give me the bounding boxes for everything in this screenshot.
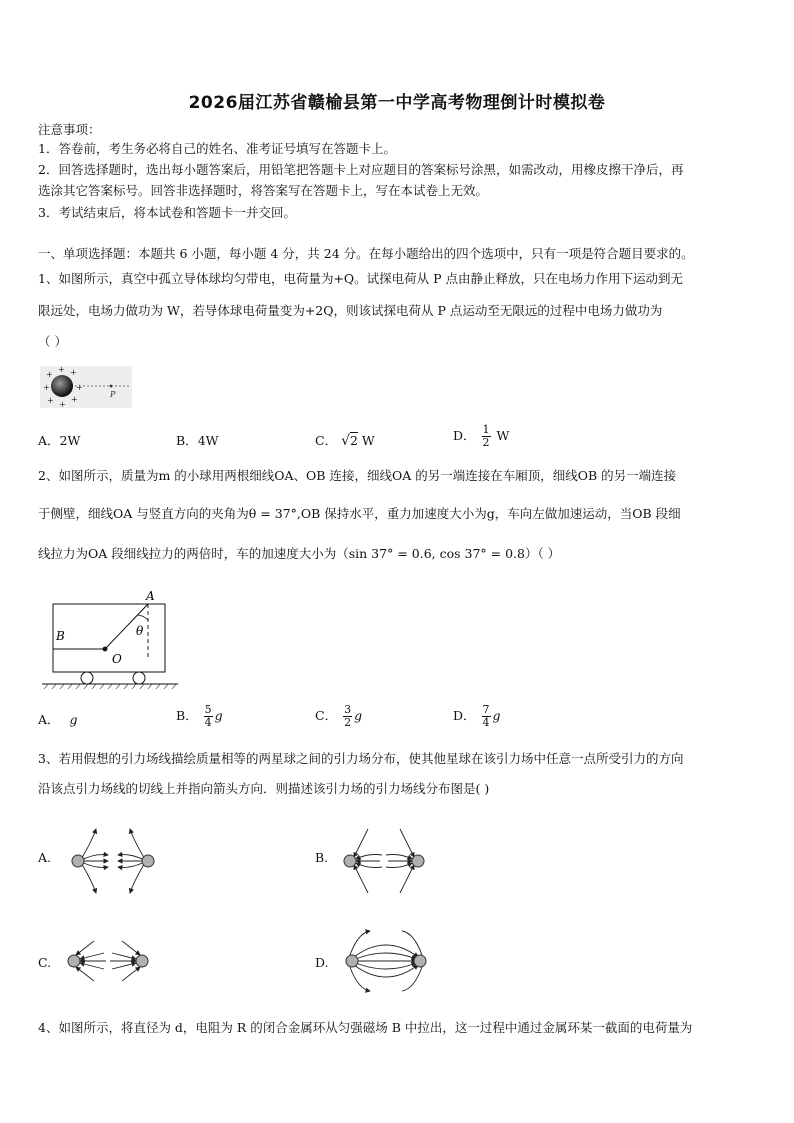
ball-icon <box>103 647 108 652</box>
q1-option-a: A．2W <box>38 433 81 448</box>
q1-figure <box>40 366 132 408</box>
q2-line1: 2、如图所示，质量为m 的小球用两根细线OA、OB 连接，细线OA 的另一端连接在车厢顶，细线OB 的另一端连接 <box>38 468 677 483</box>
q3-option-a-label: A. <box>38 850 52 865</box>
wheel-icon <box>133 672 145 684</box>
notice-heading: 注意事项： <box>38 122 101 137</box>
notice-item-2: 2．回答选择题时，选出每小题答案后，用铅笔把答题卡上对应题目的答案标号涂黑，如需改动，用橡皮擦干净后，再 <box>38 162 684 177</box>
svg-text:+: + <box>58 366 65 374</box>
q4-line1: 4、如图所示，将直径为 d，电阻为 R 的闭合金属环从匀强磁场 B 中拉出，这一过程中通过金属环某一截面的电荷量为 <box>38 1020 693 1035</box>
notice-item-3: 3．考试结束后，将本试卷和答题卡一并交回。 <box>38 205 296 220</box>
q3-line1: 3、若用假想的引力场线描绘质量相等的两星球之间的引力场分布，使其他星球在该引力场中任意一点所受引力的方向 <box>38 751 684 766</box>
svg-text:+: + <box>71 395 78 404</box>
q3-figure-b <box>338 825 430 897</box>
q2-line3: 线拉力为OA 段细线拉力的两倍时，车的加速度大小为（sin 37° = 0.6, cos 37° = 0.8）（ ） <box>38 546 561 561</box>
q1-option-b: B．4W <box>176 433 219 448</box>
q2-line2: 于侧壁，细线OA 与竖直方向的夹角为θ = 37°,OB 保持水平，重力加速度大小为g，车向左做加速运动，当OB 段细 <box>38 506 681 521</box>
q1-line2: 限远处，电场力做功为 W，若导体球电荷量变为+2Q，则该试探电荷从 P 点运动至无限远的过程中电场力做功为 <box>38 303 663 318</box>
notice-item-1: 1．答卷前，考生务必将自己的姓名、准考证号填写在答题卡上。 <box>38 141 396 156</box>
label-a: A <box>146 589 155 603</box>
q1-option-d: D． $\frac{1}{2}$ W <box>453 423 510 449</box>
q2-option-c: C． $\frac{3}{2}$ g <box>315 703 363 729</box>
charged-sphere-icon <box>51 375 73 397</box>
q3-line2: 沿该点引力场线的切线上并指向箭头方向．则描述该引力场的引力场线分布图是( ) <box>38 781 490 796</box>
svg-text:+: + <box>59 400 66 408</box>
svg-text:+: + <box>46 370 53 379</box>
q1-line1: 1、如图所示，真空中孤立导体球均匀带电，电荷量为+Q。试探电荷从 P 点由静止释放，只在电场力作用下运动到无 <box>38 271 684 286</box>
q2-option-b: B． $\frac{5}{4}$ g <box>176 703 223 729</box>
label-b: B <box>56 629 65 643</box>
notice-item-2-cont: 选涂其它答案标号。回答非选择题时，将答案写在答题卡上，写在本试卷上无效。 <box>38 183 489 198</box>
q3-option-c-label: C. <box>38 955 52 970</box>
q1-option-c: C． √2 W <box>315 433 375 449</box>
point-p-label: P <box>110 390 116 399</box>
q3-option-d-label: D. <box>315 955 329 970</box>
page-title: 2026届江苏省赣榆县第一中学高考物理倒计时模拟卷 <box>188 93 606 113</box>
q2-option-a: A． g <box>38 712 78 727</box>
q3-figure-c <box>64 925 152 997</box>
label-theta: θ <box>136 624 144 638</box>
svg-text:+: + <box>70 368 77 377</box>
label-o: O <box>112 652 122 666</box>
svg-text:+: + <box>43 383 50 392</box>
q3-option-b-label: B. <box>315 850 329 865</box>
q1-paren: （ ） <box>38 334 67 349</box>
svg-text:+: + <box>47 396 54 405</box>
wheel-icon <box>81 672 93 684</box>
q2-figure <box>40 586 180 690</box>
q3-figure-a <box>66 825 162 897</box>
section-heading: 一、单项选择题：本题共 6 小题，每小题 4 分，共 24 分。在每小题给出的四个选项中，只有一项是符合题目要求的。 <box>38 246 694 261</box>
q3-figure-d <box>340 925 432 997</box>
q2-option-d: D． $\frac{7}{4}$ g <box>453 703 501 729</box>
svg-text:+: + <box>76 383 83 392</box>
